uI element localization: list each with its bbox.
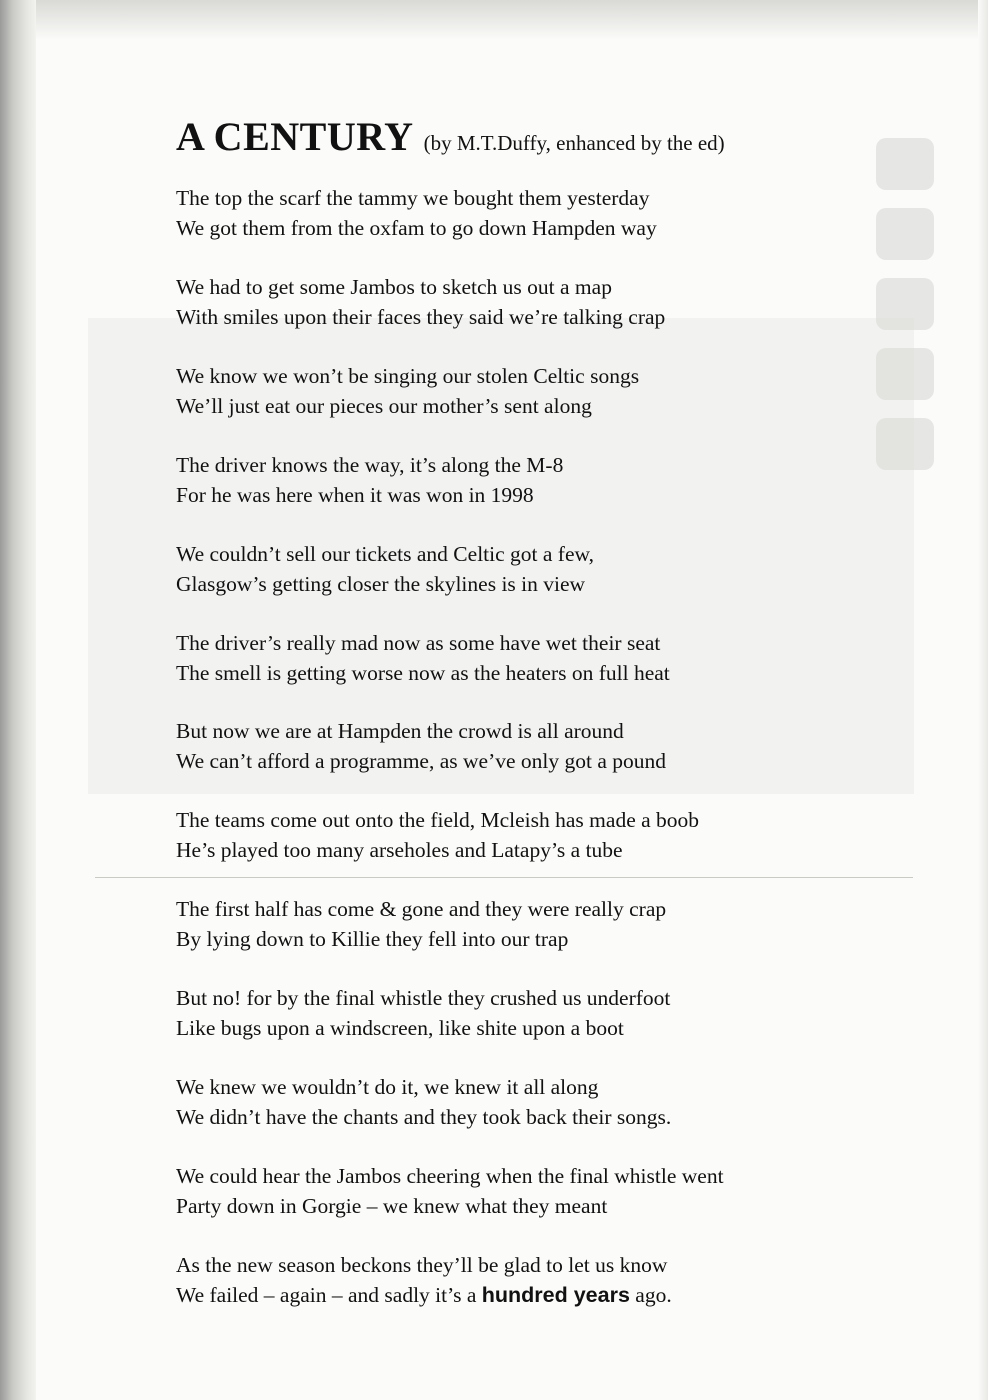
poem-line: By lying down to Killie they fell into our trap	[176, 926, 569, 951]
poem-line: We knew we wouldn’t do it, we knew it all along	[176, 1075, 599, 1099]
poem-line: But no! for by the final whistle they crushed us underfoot	[176, 986, 671, 1010]
poem	[176, 110, 936, 1310]
poem-line: We could hear the Jambos cheering when the final whistle went	[176, 1164, 724, 1188]
final-line-emphasis: hundred years	[481, 1282, 630, 1307]
page-right-edge	[978, 0, 988, 1400]
poem-line: The top the scarf the tammy we bought them yesterday	[176, 186, 650, 210]
stanza	[176, 629, 936, 688]
poem-line: We couldn’t sell our tickets and Celtic got a few,	[176, 542, 595, 566]
final-line-start: We failed – again – and sadly it’s a	[176, 1282, 477, 1307]
poem-line: We know we won’t be singing our stolen Celtic songs	[176, 364, 640, 388]
final-line-end: ago.	[629, 1282, 672, 1307]
poem-line: We can’t afford a programme, as we’ve only got a pound	[176, 748, 667, 773]
stanza	[176, 717, 936, 776]
poem-line: Party down in Gorgie – we knew what they meant	[176, 1193, 608, 1218]
poem-line: But now we are at Hampden the crowd is all around	[176, 719, 624, 743]
stanza	[176, 1251, 936, 1310]
poem-line: We’ll just eat our pieces our mother’s sent along	[176, 393, 592, 418]
stanza	[176, 984, 936, 1043]
stanza	[176, 895, 936, 954]
poem-byline: (by M.T.Duffy, enhanced by the ed)	[423, 131, 725, 155]
stanza	[176, 540, 936, 599]
page-top-shadow	[36, 0, 988, 40]
poem-line: For he was here when it was won in 1998	[176, 482, 534, 507]
poem-line: We didn’t have the chants and they took back their songs.	[176, 1104, 672, 1129]
poem-line: As the new season beckons they’ll be glad to let us know	[176, 1253, 668, 1277]
poem-line: The smell is getting worse now as the heaters on full heat	[176, 660, 670, 685]
stanza	[176, 273, 936, 332]
poem-line: Glasgow’s getting closer the skylines is in view	[176, 571, 586, 596]
poem-title: A CENTURY	[176, 114, 414, 159]
stanza	[176, 362, 936, 421]
stanza	[176, 1162, 936, 1221]
stanza	[176, 1073, 936, 1132]
poem-line: Like bugs upon a windscreen, like shite upon a boot	[176, 1015, 624, 1040]
poem-final-line	[176, 1281, 936, 1311]
stanza	[176, 806, 936, 865]
poem-line: He’s played too many arseholes and Latapy’s a tube	[176, 837, 623, 862]
poem-line: The driver’s really mad now as some have wet their seat	[176, 631, 661, 655]
book-spine-shadow	[0, 0, 36, 1400]
poem-line: The driver knows the way, it’s along the M-8	[176, 453, 564, 477]
poem-line: The teams come out onto the field, Mcleish has made a boob	[176, 808, 700, 832]
poem-line: With smiles upon their faces they said we’re talking crap	[176, 304, 666, 329]
poem-line: We got them from the oxfam to go down Hampden way	[176, 215, 657, 240]
poem-line: We had to get some Jambos to sketch us out a map	[176, 275, 612, 299]
poem-line: The first half has come & gone and they were really crap	[176, 897, 667, 921]
title-row	[176, 110, 936, 170]
stanza	[176, 184, 936, 243]
stanza	[176, 451, 936, 510]
